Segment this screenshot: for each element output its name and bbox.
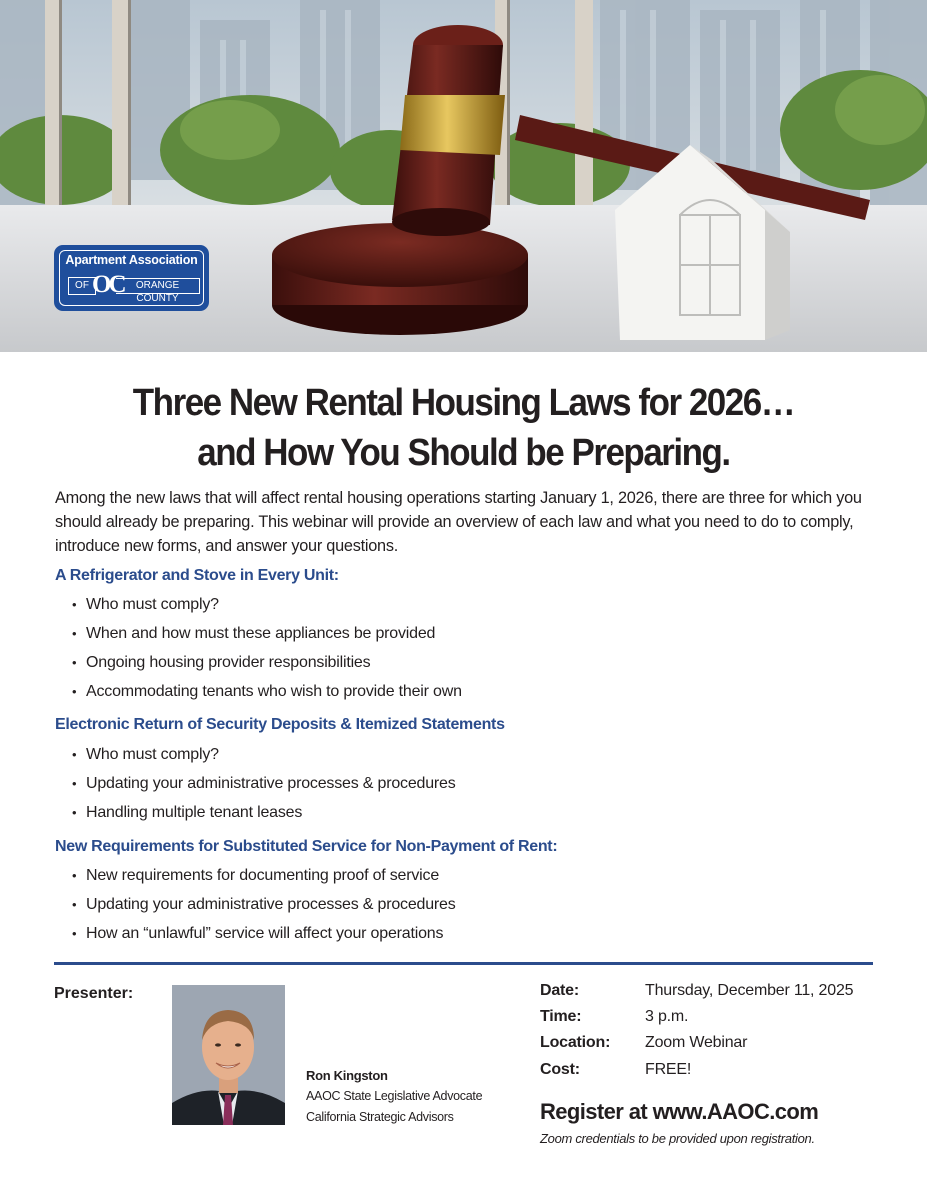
headline-line-1: Three New Rental Housing Laws for 2026… [132,382,795,424]
presenter-photo [172,985,285,1125]
list-item: • Updating your administrative processes & procedures [72,772,456,801]
list-item: • Updating your administrative processes & procedures [72,893,456,922]
intro-paragraph: Among the new laws that will affect rental housing operations starting January 1, 2026, there are three for which you should already be preparing. This webinar will provide an overview of each law and what you need to do to comply, introduce new forms, and answer your questions. [55,489,862,555]
date-label: Date: [540,982,580,999]
list-item: • Ongoing housing provider responsibilities [72,651,462,680]
register-link[interactable]: Register at www.AAOC.com [540,1099,819,1124]
presenter-name: Ron Kingston [306,1068,388,1083]
section-heading-security-deposits: Electronic Return of Security Deposits & Itemized Statements [55,716,505,733]
list-item: • Accommodating tenants who wish to provide their own [72,680,462,709]
presenter-label: Presenter: [54,985,134,1002]
list-item: • Handling multiple tenant leases [72,801,456,830]
location-value: Zoom Webinar [645,1034,748,1051]
section-heading-appliances: A Refrigerator and Stove in Every Unit: [55,567,339,584]
location-label: Location: [540,1034,611,1051]
hero-image [0,0,927,352]
list-item: • New requirements for documenting proof of service [72,864,456,893]
date-value: Thursday, December 11, 2025 [645,982,854,999]
section-heading-substituted-service: New Requirements for Substituted Service for Non-Payment of Rent: [55,838,558,855]
list-item: • Who must comply? [72,593,462,622]
list-item: • How an “unlawful” service will affect your operations [72,922,456,951]
registration-note: Zoom credentials to be provided upon registration. [540,1131,815,1146]
aaoc-logo [54,245,209,311]
list-item: • Who must comply? [72,743,456,772]
list-item: • When and how must these appliances be provided [72,622,462,651]
time-value: 3 p.m. [645,1008,689,1025]
logo-oc-mark: OF OC [68,275,126,297]
time-label: Time: [540,1008,582,1025]
logo-text: Apartment Association [65,253,198,267]
bullet-list-security-deposits [72,743,456,830]
section-divider [54,962,873,965]
presenter-title: AAOC State Legislative Advocate [306,1089,483,1103]
cost-label: Cost: [540,1061,580,1078]
headline-line-2: and How You Should be Preparing. [197,432,730,474]
cost-value: FREE! [645,1061,692,1078]
bullet-list-appliances [72,593,462,709]
presenter-organization: California Strategic Advisors [306,1110,454,1124]
logo-county-text: ORANGE COUNTY [116,278,200,294]
bullet-list-substituted-service [72,864,456,951]
